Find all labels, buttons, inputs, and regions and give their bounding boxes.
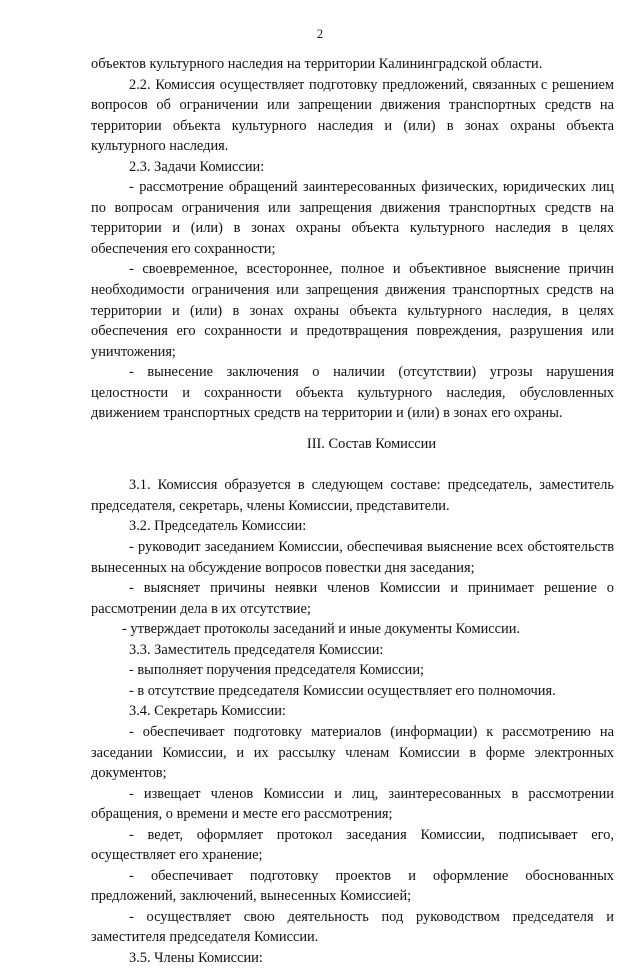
paragraph-2-3-title: 2.3. Задачи Комиссии: <box>129 158 265 175</box>
paragraph-2-2: 2.2. Комиссия осуществляет подготовку предложений, связанных с решением вопросов об ограничении или запрещении движения транспортных средств на территории объекта культурного наследия и (или) в зонах охраны объекта культурного наследия. <box>91 76 614 155</box>
paragraph-continuation: объектов культурного наследия на территории Калининградской области. <box>91 56 543 72</box>
document-body <box>91 54 614 969</box>
list-item-deputy-2: - в отсутствие председателя Комиссии осуществляет его полномочия. <box>129 682 556 699</box>
list-item-chair-1: - руководит заседанием Комиссии, обеспечивая выяснение всех обстоятельств вынесенных на обсуждение вопросов повестки дня заседания; <box>91 539 614 576</box>
list-item-deputy-1: - выполняет поручения председателя Комиссии; <box>129 662 425 679</box>
page-number: 2 <box>316 27 324 41</box>
list-item-secretary-1: - обеспечивает подготовку материалов (информации) к рассмотрению на заседании Комиссии, и их рассылку членам Комиссии в форме электронных документов; <box>91 723 614 782</box>
list-item-task-2: - своевременное, всестороннее, полное и объективное выяснение причин необходимости ограничения или запрещения движения транспортных средств на территории и (или) в зонах охраны объекта культурного наследия, в целях обеспечения его сохранности и предотвращения повреждения, разрушения или уничтожения; <box>91 261 614 360</box>
list-item-chair-3: - утверждает протоколы заседаний и иные документы Комиссии. <box>122 621 521 638</box>
paragraph-3-5-title: 3.5. Члены Комиссии: <box>129 949 263 966</box>
list-item-task-3: - вынесение заключения о наличии (отсутствии) угрозы нарушения целостности и сохранности объекта культурного наследия, обусловленных движением транспортных средств на территории и (или) в зонах его охраны. <box>91 364 614 422</box>
list-item-secretary-2: - извещает членов Комиссии и лиц, заинтересованных в рассмотрении обращения, о времени и месте его рассмотрения; <box>91 785 614 823</box>
section-heading: III. Состав Комиссии <box>306 435 437 452</box>
paragraph-3-3-title: 3.3. Заместитель председателя Комиссии: <box>129 641 384 658</box>
list-item-secretary-3: - ведет, оформляет протокол заседания Комиссии, подписывает его, осуществляет его хранение; <box>91 826 614 864</box>
list-item-task-1: - рассмотрение обращений заинтересованных физических, юридических лиц по вопросам ограничения или запрещения движения транспортных средств на территории и (или) в зонах охраны объекта культурного наследия в целях обеспечения его сохранности; <box>91 179 614 257</box>
list-item-secretary-5: - осуществляет свою деятельность под руководством председателя и заместителя председателя Комиссии. <box>91 908 614 946</box>
paragraph-3-1: 3.1. Комиссия образуется в следующем составе: председатель, заместитель председателя, секретарь, члены Комиссии, представители. <box>91 477 614 514</box>
paragraph-3-2-title: 3.2. Председатель Комиссии: <box>129 518 307 535</box>
list-item-chair-2: - выясняет причины неявки членов Комиссии и принимает решение о рассмотрении дела в их отсутствие; <box>91 580 614 617</box>
list-item-secretary-4: - обеспечивает подготовку проектов и оформление обоснованных предложений, заключений, вынесенных Комиссией; <box>91 867 614 905</box>
paragraph-3-4-title: 3.4. Секретарь Комиссии: <box>129 703 286 720</box>
